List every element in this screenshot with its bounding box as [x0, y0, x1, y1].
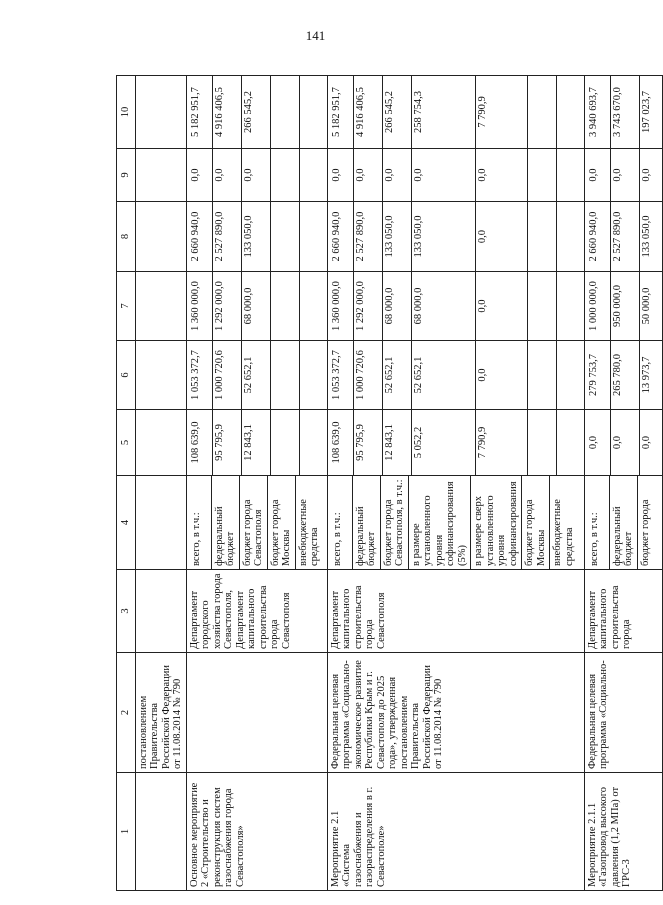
value-item: 95 795,9 — [213, 410, 242, 475]
funding-source-item: внебюджетные средства — [552, 499, 575, 566]
value-item: 2 660 940,0 — [587, 202, 611, 271]
text-cell: Мероприятие 2.1 «Система газоснабжения и газораспределения в г. Севастополе» — [327, 773, 584, 891]
value-item: 52 652,1 — [242, 341, 271, 409]
value-item — [271, 76, 300, 148]
funding-source-item: внебюджетные средства — [297, 499, 320, 566]
table-row — [186, 76, 327, 891]
value-item: 68 000,0 — [383, 272, 412, 340]
value-item: 265 780,0 — [611, 341, 640, 409]
value-item: 108 639,0 — [330, 410, 354, 475]
value-item: 0,0 — [611, 149, 640, 201]
value-item: 0,0 — [640, 435, 652, 450]
value-cell — [186, 149, 327, 202]
value-item — [300, 272, 327, 340]
value-item — [528, 272, 557, 340]
text-cell: Федеральная целевая программа «Социально-экономическое развитие Республики Крым и г. Севастополя до 2025 года», утвержденная постановлением Правительства Российской Федерации от 11.08.2014 № 790 — [327, 653, 584, 773]
value-item: 4 916 406,5 — [213, 76, 242, 148]
value-item: 3 940 693,7 — [587, 76, 611, 148]
value-cell — [135, 149, 186, 202]
value-cell — [584, 272, 662, 341]
text-cell: постановлением Правительства Российской Федерации от 11.08.2014 № 790 — [135, 653, 186, 773]
value-item — [271, 149, 300, 201]
value-item: 0,0 — [476, 149, 528, 201]
value-item: 5 182 951,7 — [330, 76, 354, 148]
value-item: 266 545,2 — [242, 76, 271, 148]
text-cell — [135, 773, 186, 891]
budget-table — [116, 75, 663, 891]
value-item: 13 973,7 — [640, 356, 652, 394]
value-item: 4 916 406,5 — [354, 76, 383, 148]
funding-source-item: бюджет города Москвы — [268, 476, 296, 569]
col-header: 4 — [117, 476, 136, 570]
funding-source-cell — [135, 476, 186, 570]
value-item — [557, 76, 584, 148]
value-cell — [327, 341, 584, 410]
funding-source-item: бюджет города Севастополя, в т.ч.: — [381, 476, 409, 569]
value-item: 52 652,1 — [383, 341, 412, 409]
table-row — [584, 76, 662, 891]
value-item: 2 527 890,0 — [354, 202, 383, 271]
funding-source-item: федеральный бюджет — [212, 476, 240, 569]
value-cell — [135, 76, 186, 149]
value-item — [528, 341, 557, 409]
text-cell: Основное мероприятие 2 «Строительство и реконструкция систем газоснабжения города Севастополя» — [186, 773, 327, 891]
value-item: 133 050,0 — [412, 202, 476, 271]
funding-source-item: федеральный бюджет — [610, 476, 638, 569]
value-item: 1 053 372,7 — [189, 341, 213, 409]
value-item: 133 050,0 — [383, 202, 412, 271]
value-cell — [327, 410, 584, 476]
value-item: 0,0 — [330, 149, 354, 201]
value-item — [271, 272, 300, 340]
value-item — [271, 202, 300, 271]
header-row — [117, 76, 136, 891]
value-cell — [584, 410, 662, 476]
value-item: 133 050,0 — [640, 215, 652, 258]
funding-source-item: всего, в т.ч.: — [189, 476, 212, 569]
page-number: 141 — [305, 28, 326, 43]
value-cell — [584, 202, 662, 272]
col-header: 10 — [117, 76, 136, 149]
value-item: 2 660 940,0 — [330, 202, 354, 271]
value-item — [528, 76, 557, 148]
value-item: 0,0 — [383, 149, 412, 201]
value-item — [528, 149, 557, 201]
value-item: 258 754,3 — [412, 76, 476, 148]
value-item — [300, 149, 327, 201]
funding-source-item: бюджет города Севастополя — [240, 476, 268, 569]
text-cell — [135, 570, 186, 653]
value-cell — [186, 341, 327, 410]
value-item: 0,0 — [476, 272, 528, 340]
value-item: 1 000 000,0 — [587, 272, 611, 340]
value-item: 133 050,0 — [242, 202, 271, 271]
value-item: 12 843,1 — [383, 410, 412, 475]
col-header: 5 — [117, 410, 136, 476]
value-item: 0,0 — [611, 410, 640, 475]
value-item: 0,0 — [189, 149, 213, 201]
value-item — [271, 341, 300, 409]
value-cell — [584, 341, 662, 410]
value-item — [271, 410, 300, 475]
value-cell — [186, 76, 327, 149]
text-cell: Федеральная целевая программа «Социально- — [584, 653, 662, 773]
value-item — [557, 149, 584, 201]
value-item: 12 843,1 — [242, 410, 271, 475]
value-item — [528, 410, 557, 475]
value-item — [300, 76, 327, 148]
col-header: 2 — [117, 653, 136, 773]
funding-source-item: всего, в т.ч.: — [330, 476, 353, 569]
funding-source-cell — [186, 476, 327, 570]
funding-source-cell — [584, 476, 662, 570]
value-item: 1 360 000,0 — [189, 272, 213, 340]
text-cell: Департамент капитального строительства города Севастополя — [327, 570, 584, 653]
value-item: 3 743 670,0 — [611, 76, 640, 148]
funding-source-item: в размере сверх установленного уровня софинансирования — [471, 476, 522, 569]
funding-source-cell — [327, 476, 584, 570]
text-cell — [186, 653, 327, 773]
value-item: 2 660 940,0 — [189, 202, 213, 271]
table-row — [327, 76, 584, 891]
value-item: 266 545,2 — [383, 76, 412, 148]
value-item: 0,0 — [640, 168, 652, 182]
value-item: 95 795,9 — [354, 410, 383, 475]
value-item — [300, 341, 327, 409]
value-item: 1 000 720,6 — [354, 341, 383, 409]
text-cell: Мероприятие 2.1.1 «Газопровод высокого давления (1,2 МПа) от ГРС-3 — [584, 773, 662, 891]
value-item: 108 639,0 — [189, 410, 213, 475]
value-item — [557, 272, 584, 340]
value-cell — [135, 202, 186, 272]
value-item: 1 053 372,7 — [330, 341, 354, 409]
value-cell — [135, 341, 186, 410]
value-cell — [327, 149, 584, 202]
value-item: 0,0 — [412, 149, 476, 201]
value-cell — [135, 410, 186, 476]
table-body — [135, 76, 662, 891]
value-item: 1 292 000,0 — [354, 272, 383, 340]
value-item: 197 023,7 — [640, 91, 652, 133]
value-item — [300, 410, 327, 475]
col-header: 1 — [117, 773, 136, 891]
value-cell — [327, 76, 584, 149]
table-row — [135, 76, 186, 891]
funding-source-item: всего, в т.ч.: — [587, 476, 610, 569]
value-item: 68 000,0 — [242, 272, 271, 340]
value-item: 52 652,1 — [412, 341, 476, 409]
value-cell — [584, 149, 662, 202]
value-cell — [584, 76, 662, 149]
col-header: 3 — [117, 570, 136, 653]
value-item: 0,0 — [476, 202, 528, 271]
value-cell — [186, 272, 327, 341]
value-item: 0,0 — [213, 149, 242, 201]
funding-source-item: бюджет города — [639, 499, 651, 566]
value-item: 1 000 720,6 — [213, 341, 242, 409]
value-item: 1 292 000,0 — [213, 272, 242, 340]
funding-source-item: бюджет города Москвы — [522, 476, 550, 569]
value-item: 950 000,0 — [611, 272, 640, 340]
value-cell — [135, 272, 186, 341]
value-item: 5 052,2 — [412, 410, 476, 475]
value-item: 0,0 — [354, 149, 383, 201]
funding-source-item: федеральный бюджет — [353, 476, 381, 569]
col-header: 9 — [117, 149, 136, 202]
value-item: 5 182 951,7 — [189, 76, 213, 148]
value-item: 2 527 890,0 — [213, 202, 242, 271]
col-header: 8 — [117, 202, 136, 272]
value-item: 0,0 — [587, 149, 611, 201]
value-item: 68 000,0 — [412, 272, 476, 340]
col-header: 6 — [117, 341, 136, 410]
value-cell — [327, 272, 584, 341]
value-item — [557, 202, 584, 271]
value-cell — [186, 202, 327, 272]
value-cell — [327, 202, 584, 272]
value-item: 2 527 890,0 — [611, 202, 640, 271]
rotated-table-area — [116, 76, 652, 891]
value-item: 0,0 — [587, 410, 611, 475]
table-rotator — [116, 76, 652, 891]
value-item — [557, 410, 584, 475]
value-item: 50 000,0 — [640, 287, 652, 325]
text-cell: Департамент капитального строительства города — [584, 570, 662, 653]
value-item — [557, 341, 584, 409]
value-item — [528, 202, 557, 271]
value-item: 7 790,9 — [476, 76, 528, 148]
value-item: 0,0 — [242, 149, 271, 201]
value-item: 0,0 — [476, 341, 528, 409]
value-item: 279 753,7 — [587, 341, 611, 409]
value-cell — [186, 410, 327, 476]
value-item: 1 360 000,0 — [330, 272, 354, 340]
text-cell: Департамент городского хозяйства города Севастополя, Департамент капитального строительства города Севастополя — [186, 570, 327, 653]
funding-source-item: в размере установленного уровня софинансирования (5%) — [409, 476, 472, 569]
col-header: 7 — [117, 272, 136, 341]
value-item: 7 790,9 — [476, 410, 528, 475]
value-item — [300, 202, 327, 271]
